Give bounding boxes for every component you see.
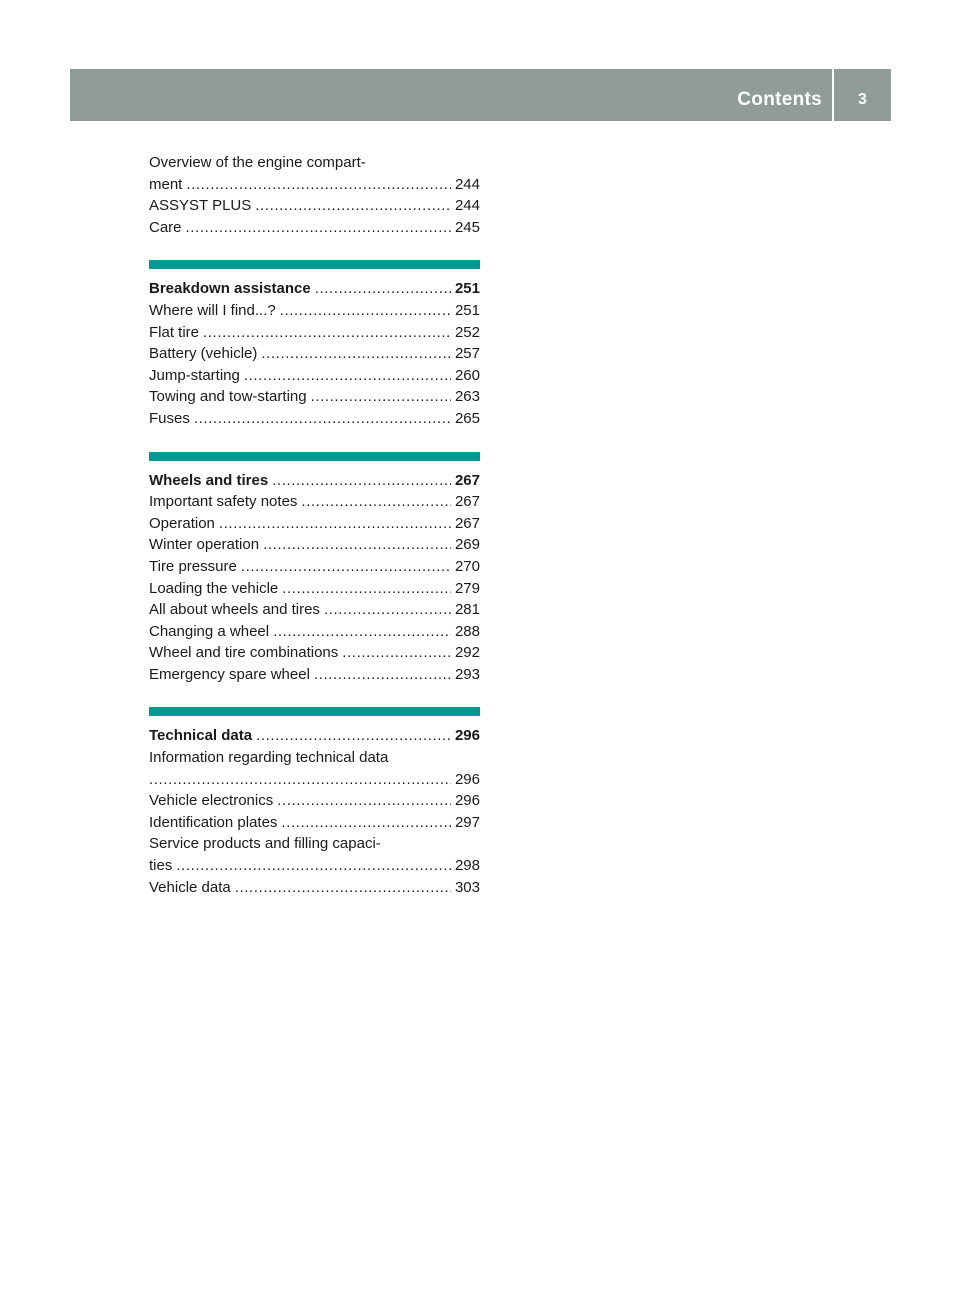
toc-entry-page: 296 bbox=[454, 792, 480, 810]
leader-dots bbox=[281, 812, 451, 834]
toc-entry-label-line1: Overview of the engine compart- bbox=[149, 154, 366, 171]
leader-dots bbox=[176, 855, 451, 877]
toc-section-page: 267 bbox=[454, 471, 480, 489]
toc-entry-label: Battery (vehicle) bbox=[149, 345, 258, 363]
toc-entry[interactable] bbox=[149, 534, 480, 556]
toc-entry-page: 288 bbox=[454, 622, 480, 640]
toc-section-page: 296 bbox=[454, 727, 480, 745]
toc-entry-page: 244 bbox=[454, 175, 480, 193]
leader-dots bbox=[186, 217, 451, 239]
leader-dots bbox=[241, 556, 451, 578]
leader-dots bbox=[311, 386, 451, 408]
page-number: 3 bbox=[858, 91, 867, 108]
leader-dots bbox=[244, 365, 451, 387]
leader-dots bbox=[280, 300, 451, 322]
toc-entry-service-products[interactable] bbox=[149, 833, 480, 876]
toc-entry-label: Emergency spare wheel bbox=[149, 665, 310, 683]
leader-dots bbox=[301, 491, 451, 513]
toc-section-technical-data[interactable] bbox=[149, 725, 480, 747]
toc-entry[interactable] bbox=[149, 322, 480, 344]
leader-dots bbox=[273, 621, 451, 643]
leader-dots bbox=[314, 664, 451, 686]
toc-entry[interactable] bbox=[149, 642, 480, 664]
toc-entry[interactable] bbox=[149, 513, 480, 535]
leader-dots bbox=[277, 790, 451, 812]
toc-entry-label: Towing and tow-starting bbox=[149, 388, 307, 406]
toc-section-breakdown-assistance[interactable] bbox=[149, 278, 480, 300]
leader-dots bbox=[272, 470, 451, 492]
leader-dots bbox=[315, 278, 451, 300]
leader-dots bbox=[256, 725, 451, 747]
toc-entry-label: Wheel and tire combinations bbox=[149, 644, 339, 662]
toc-entry-label: Changing a wheel bbox=[149, 622, 270, 640]
header-bar bbox=[70, 69, 891, 121]
leader-dots bbox=[263, 534, 451, 556]
section-divider-bar bbox=[149, 452, 480, 461]
toc-entry-page: 281 bbox=[454, 601, 480, 619]
leader-dots bbox=[194, 408, 451, 430]
toc-entry-label: Operation bbox=[149, 514, 215, 532]
toc-entry[interactable] bbox=[149, 812, 480, 834]
header-title: Contents bbox=[737, 89, 822, 110]
toc-entry[interactable] bbox=[149, 491, 480, 513]
toc-entry-label: Tire pressure bbox=[149, 557, 237, 575]
toc-entry-page: 252 bbox=[454, 323, 480, 341]
toc-entry-page: 292 bbox=[454, 644, 480, 662]
toc-entry-page: 270 bbox=[454, 557, 480, 575]
toc-entry-page: 303 bbox=[454, 878, 480, 896]
toc-entry-label: ties bbox=[149, 857, 173, 875]
toc-entry-label: Vehicle data bbox=[149, 878, 231, 896]
toc-entry-label: Flat tire bbox=[149, 323, 200, 341]
toc-entry-information-technical-data[interactable] bbox=[149, 747, 480, 790]
toc-entry-care[interactable] bbox=[149, 217, 480, 239]
leader-dots bbox=[342, 642, 451, 664]
toc-entry-label: Where will I find...? bbox=[149, 301, 276, 319]
toc-entry-label-line1: Service products and filling capaci- bbox=[149, 835, 381, 853]
toc-entry[interactable] bbox=[149, 578, 480, 600]
leader-dots bbox=[255, 195, 451, 217]
toc-entry-page: 263 bbox=[454, 388, 480, 406]
toc-section-page: 251 bbox=[454, 280, 480, 298]
toc-entry-page: 269 bbox=[454, 536, 480, 554]
toc-entry[interactable] bbox=[149, 408, 480, 430]
toc-section-title: Wheels and tires bbox=[149, 471, 269, 489]
toc-entry[interactable] bbox=[149, 386, 480, 408]
toc-entry-page: 293 bbox=[454, 665, 480, 683]
toc-entry-page: 267 bbox=[454, 493, 480, 511]
leader-dots bbox=[324, 599, 451, 621]
toc-entry-label: ment bbox=[149, 175, 183, 193]
toc-entry-label: Important safety notes bbox=[149, 493, 298, 511]
leader-dots bbox=[235, 877, 451, 899]
leader-dots bbox=[149, 769, 451, 791]
toc-entry-label: Care bbox=[149, 218, 182, 236]
toc-entry[interactable] bbox=[149, 556, 480, 578]
toc-entry-page: 265 bbox=[454, 409, 480, 427]
toc-entry-label-line1: Information regarding technical data bbox=[149, 749, 389, 767]
toc-section-title: Technical data bbox=[149, 727, 253, 745]
toc-entry[interactable] bbox=[149, 365, 480, 387]
toc-entry-page: 296 bbox=[454, 770, 480, 788]
section-divider-bar bbox=[149, 707, 480, 716]
toc-entry[interactable] bbox=[149, 300, 480, 322]
toc-entry-page: 245 bbox=[454, 218, 480, 236]
toc-entry-page: 257 bbox=[454, 345, 480, 363]
table-of-contents bbox=[149, 152, 480, 898]
toc-entry-page: 297 bbox=[454, 813, 480, 831]
toc-section-wheels-and-tires[interactable] bbox=[149, 470, 480, 492]
toc-entry-label: Vehicle electronics bbox=[149, 792, 274, 810]
toc-entry[interactable] bbox=[149, 343, 480, 365]
toc-entry-label: Loading the vehicle bbox=[149, 579, 279, 597]
toc-entry-label: Jump-starting bbox=[149, 366, 240, 384]
toc-entry-label: Winter operation bbox=[149, 536, 260, 554]
toc-entry-page: 279 bbox=[454, 579, 480, 597]
toc-entry-label: ASSYST PLUS bbox=[149, 197, 252, 215]
leader-dots bbox=[282, 578, 451, 600]
toc-section-title: Breakdown assistance bbox=[149, 280, 311, 298]
leader-dots bbox=[203, 322, 451, 344]
toc-entry-page: 251 bbox=[454, 301, 480, 319]
toc-entry[interactable] bbox=[149, 664, 480, 686]
section-divider-bar bbox=[149, 260, 480, 269]
leader-dots bbox=[219, 513, 451, 535]
toc-entry-page: 260 bbox=[454, 366, 480, 384]
toc-entry-label: Fuses bbox=[149, 409, 190, 427]
toc-entry-assyst-plus[interactable] bbox=[149, 195, 480, 217]
leader-dots bbox=[261, 343, 451, 365]
toc-entry-label: Identification plates bbox=[149, 813, 278, 831]
toc-entry[interactable] bbox=[149, 790, 480, 812]
toc-entry-page: 267 bbox=[454, 514, 480, 532]
toc-entry-page: 298 bbox=[454, 857, 480, 875]
toc-entry-engine-compartment[interactable] bbox=[149, 152, 480, 195]
leader-dots bbox=[186, 174, 451, 196]
toc-entry[interactable] bbox=[149, 877, 480, 899]
toc-entry-label: All about wheels and tires bbox=[149, 601, 320, 619]
toc-entry[interactable] bbox=[149, 621, 480, 643]
toc-entry[interactable] bbox=[149, 599, 480, 621]
toc-entry-page: 244 bbox=[454, 197, 480, 215]
